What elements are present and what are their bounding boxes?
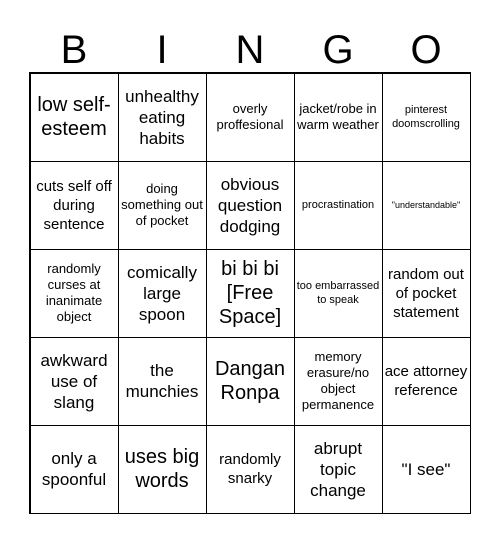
bingo-cell[interactable] <box>206 425 295 514</box>
cell-label: comically large spoon <box>127 262 197 324</box>
cell-label: "understandable" <box>391 200 461 210</box>
cell-label: obvious question dodging <box>217 174 283 236</box>
free-space-cell[interactable] <box>206 249 295 338</box>
cell-label: randomly snarky <box>219 451 281 487</box>
header-letter-n: N <box>235 28 265 72</box>
cell-label: awkward use of slang <box>40 350 108 412</box>
bingo-cell[interactable] <box>30 249 119 338</box>
bingo-cell[interactable] <box>206 337 295 426</box>
bingo-cell[interactable] <box>30 425 119 514</box>
bingo-cell[interactable] <box>294 73 383 162</box>
cell-label: randomly curses at inanimate object <box>45 261 103 324</box>
bingo-cell[interactable] <box>294 425 383 514</box>
cell-label: uses big words <box>124 446 200 492</box>
cell-label: bi bi bi [Free Space] <box>218 258 282 328</box>
cell-label: unhealthy eating habits <box>125 86 199 148</box>
cell-label: too embarrassed to speak <box>296 280 380 306</box>
bingo-cell[interactable] <box>382 249 471 338</box>
cell-label: cuts self off during sentence <box>36 177 112 233</box>
bingo-cell[interactable] <box>382 337 471 426</box>
bingo-cell[interactable] <box>382 425 471 514</box>
cell-label: "I see" <box>401 459 451 479</box>
cell-label: jacket/robe in warm weather <box>297 101 379 132</box>
bingo-cell[interactable] <box>382 161 471 250</box>
cell-label: random out of pocket statement <box>388 265 464 321</box>
bingo-cell[interactable] <box>30 73 119 162</box>
cell-label: procrastination <box>301 199 375 211</box>
header-letter-i: I <box>156 28 168 72</box>
header-letter-b: B <box>60 28 88 72</box>
bingo-cell[interactable] <box>30 337 119 426</box>
bingo-cell[interactable] <box>206 161 295 250</box>
bingo-cell[interactable] <box>118 337 207 426</box>
bingo-cell[interactable] <box>382 73 471 162</box>
bingo-cell[interactable] <box>118 249 207 338</box>
header-letter-o: O <box>410 28 442 72</box>
bingo-board <box>29 72 471 514</box>
cell-label: pinterest doomscrolling <box>392 104 460 130</box>
bingo-header <box>30 28 470 72</box>
cell-label: only a spoonful <box>41 449 107 489</box>
cell-label: doing something out of pocket <box>121 181 203 228</box>
bingo-cell[interactable] <box>294 249 383 338</box>
bingo-cell[interactable] <box>206 73 295 162</box>
bingo-cell[interactable] <box>118 73 207 162</box>
bingo-cell[interactable] <box>30 161 119 250</box>
cell-label: overly proffesional <box>216 101 284 132</box>
cell-label: Dangan Ronpa <box>214 358 286 404</box>
bingo-cell[interactable] <box>118 161 207 250</box>
cell-label: memory erasure/no object permanence <box>301 349 375 412</box>
header-letter-g: G <box>322 28 354 72</box>
cell-label: the munchies <box>125 361 199 401</box>
bingo-cell[interactable] <box>294 161 383 250</box>
bingo-cell[interactable] <box>118 425 207 514</box>
cell-label: low self-esteem <box>37 94 111 140</box>
bingo-cell[interactable] <box>294 337 383 426</box>
cell-label: abrupt topic change <box>310 438 366 500</box>
cell-label: ace attorney reference <box>384 363 468 399</box>
